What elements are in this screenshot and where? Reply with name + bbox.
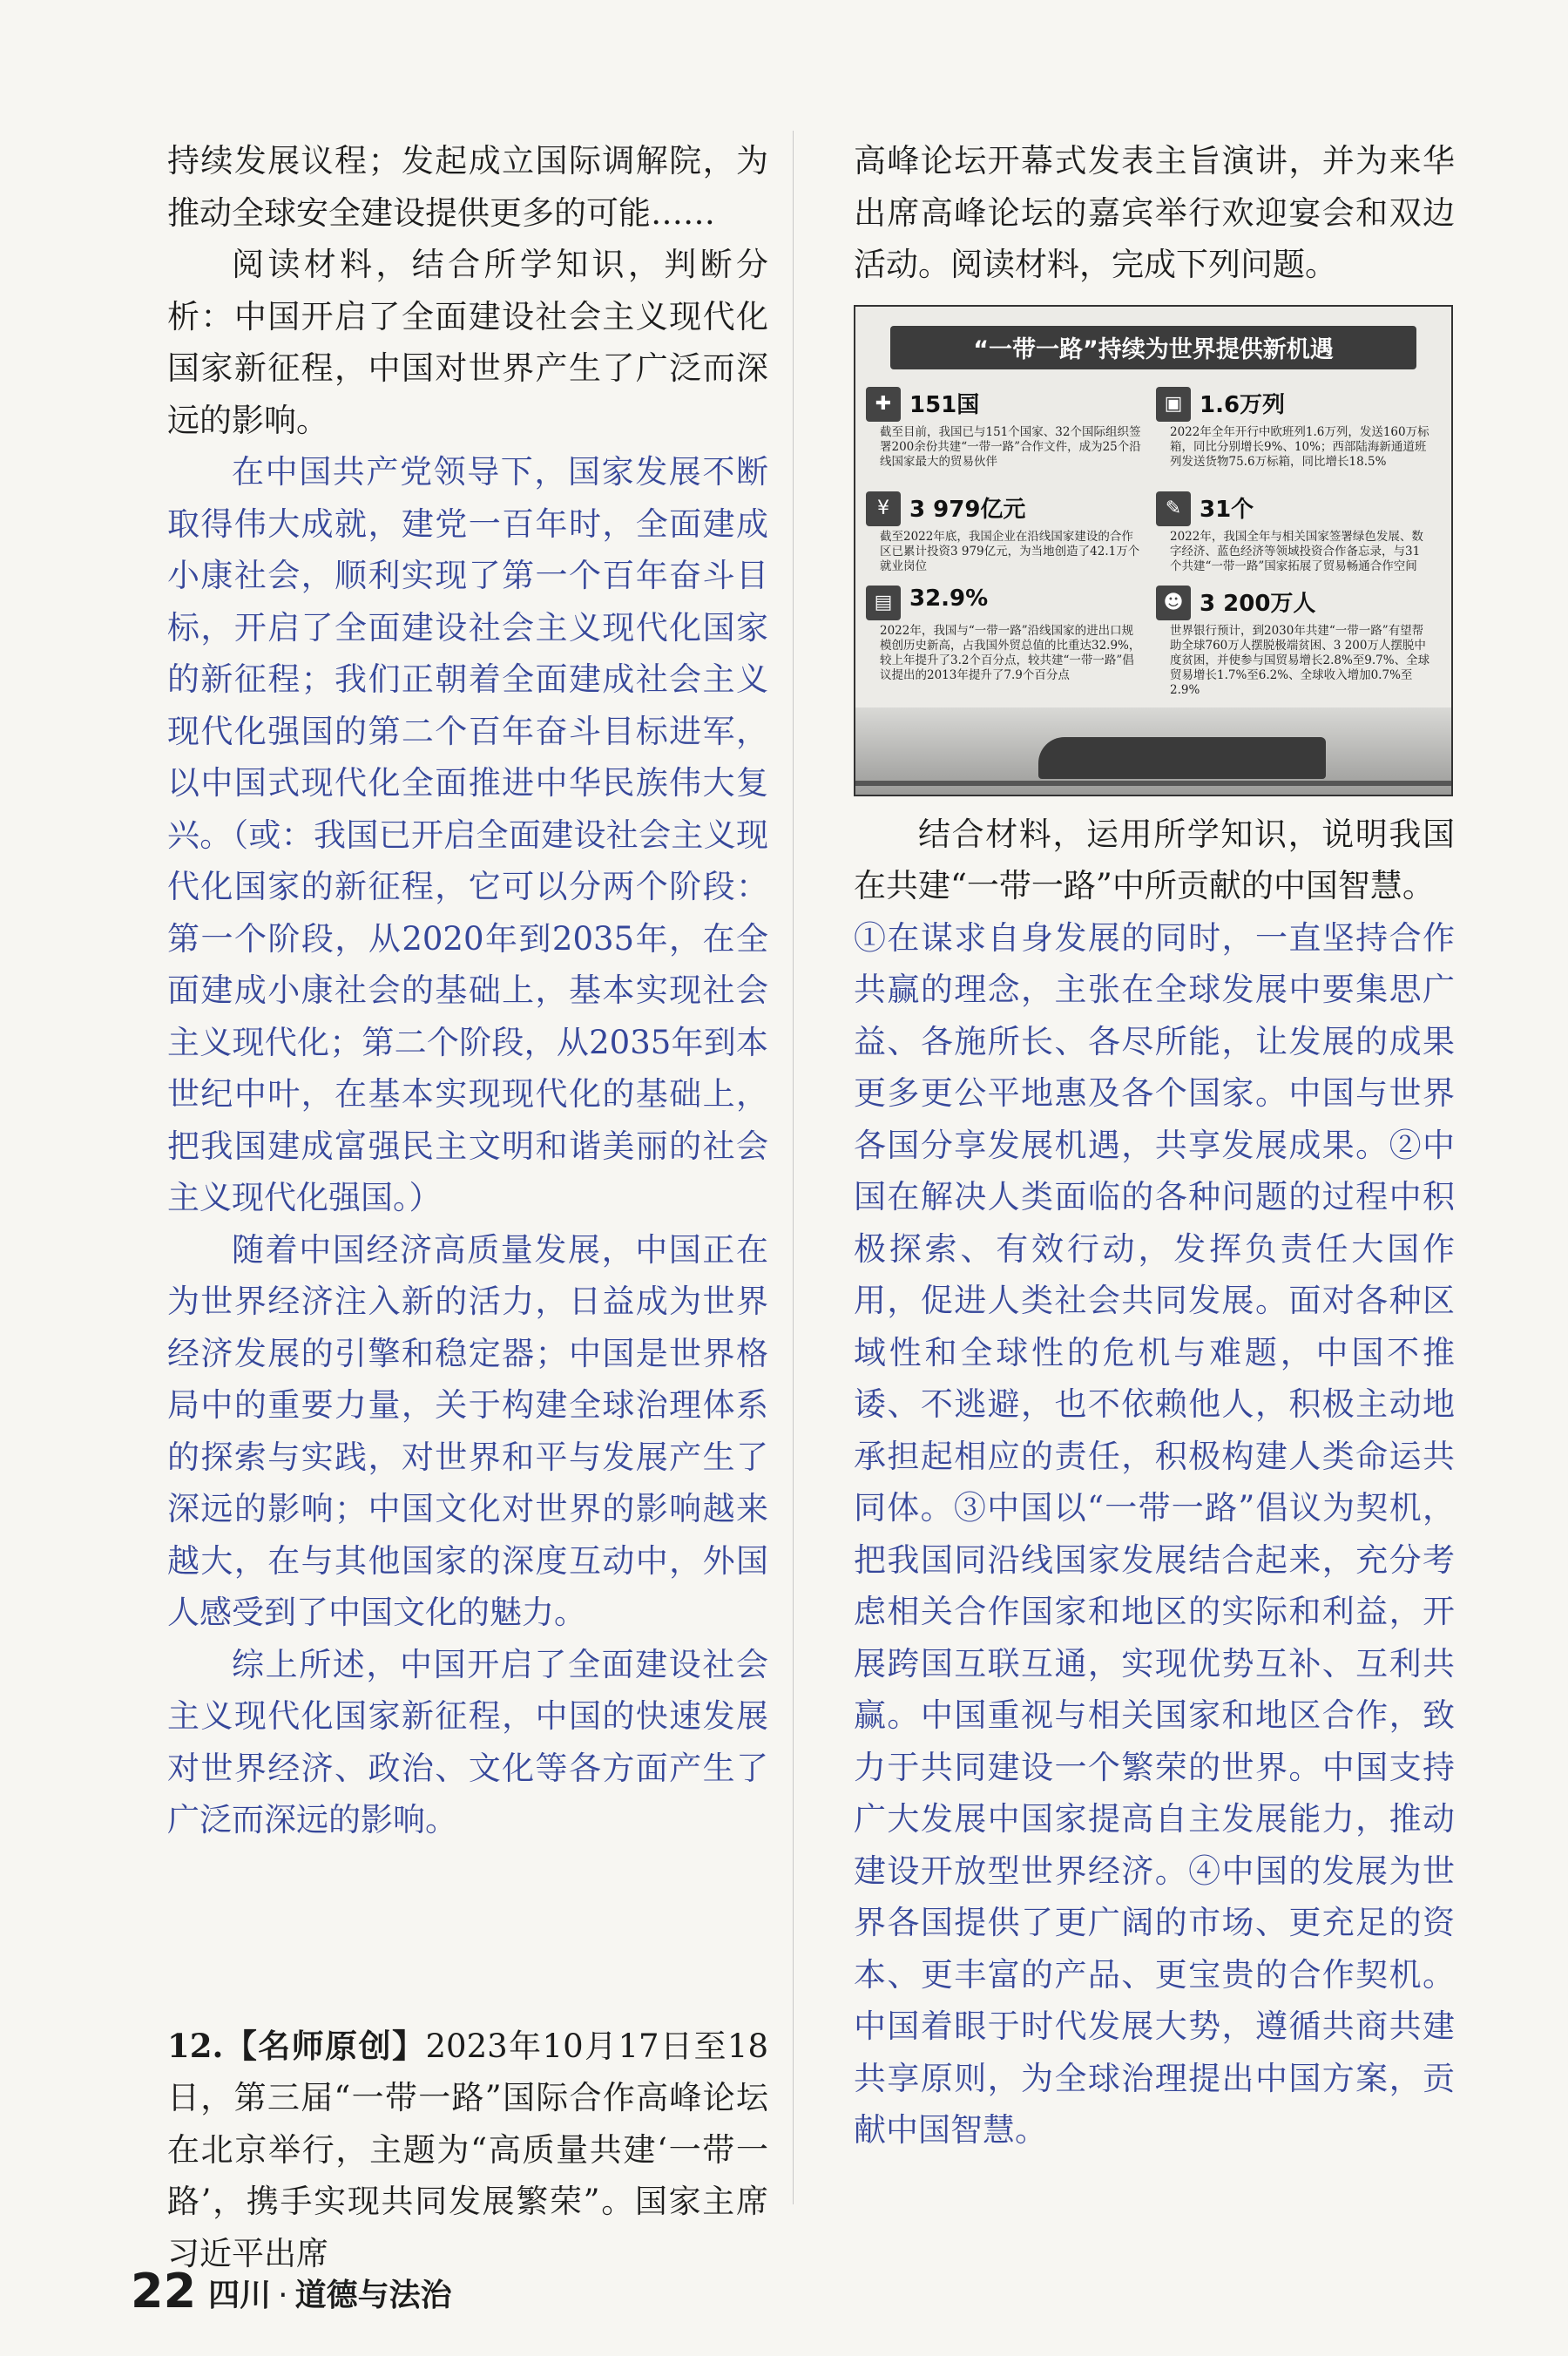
item-number: 3 200万人 [1200,590,1316,617]
left-question-prompt: 阅读材料，结合所学知识，判断分析：中国开启了全面建设社会主义现代化国家新征程，中国对世界产生了广泛而深远的影响。 [167,246,768,439]
spacer [167,1846,768,2021]
handshake-icon: ✚ [866,387,901,422]
answer-paragraph-1: 在中国共产党领导下，国家发展不断取得伟大成就，建党一百年时，全面建成小康社会，顺利实现了第一个百年奋斗目标，开启了全面建设社会主义现代化国家的新征程；我们正朝着全面建成社会主义现代化强国的第二个百年奋斗目标进军，以中国式现代化全面推进中华民族伟大复兴。（或：我国已开启全面建设社会主义现代化国家的新征程，它可以分两个阶段：第一个阶段，从2020年到2035年，在全面建成小康社会的基础上，基本实现社会主义现代化；第二个阶段，从2035年到本世纪中叶，在基本实现现代化的基础上，把我国建成富强民主文明和谐美丽的社会主义现代化强国。） [167,453,768,1216]
answer-paragraph: ①在谋求自身发展的同时，一直坚持合作共赢的理念，主张在全球发展中要集思广益、各施所长、各尽所能，让发展的成果更多更公平地惠及各个国家。中国与世界各国分享发展机遇，共享发展成果。②中国在解决人类面临的各种问题的过程中积极探索、有效行动，发挥负责任大国作用，促进人类社会共同发展。面对各种区域性和全球性的危机与难题，中国不推诿、不逃避，也不依赖他人，积极主动地承担起相应的责任，积极构建人类命运共同体。③中国以“一带一路”倡议为契机，把我国同沿线国家发展结合起来，充分考虑相关合作国家和地区的实际和利益，开展跨国互联互通，实现优势互补、互利共赢。中国重视与相关国家和地区合作，致力于共同建设一个繁荣的世界。中国支持广大发展中国家提高自主发展能力，推动建设开放型世界经济。④中国的发展为世界各国提供了更广阔的市场、更充足的资本、更丰富的产品、更宝贵的合作契机。中国着眼于时代发展大势，遵循共商共建共享原则，为全球治理提出中国方案，贡献中国智慧。 [854,918,1455,2149]
chart-icon: ▤ [866,586,901,620]
item-number: 3 979亿元 [909,496,1026,523]
item-number: 32.9% [909,585,989,612]
item-text: 截至2022年底，我国企业在沿线国家建设的合作区已累计投资3 979亿元，为当地创造了42.1万个就业岗位 [880,529,1140,573]
item-text: 2022年全年开行中欧班列1.6万列，发送160万标箱，同比分别增长9%、10%；西部陆海新通道班列发送货物75.6万标箱，同比增长18.5% [1170,424,1429,469]
separator-dot: · [278,2278,288,2313]
people-icon: ☻ [1156,586,1191,620]
item-number: 31个 [1200,496,1254,523]
question-tag: 【名师原创】 [223,2026,426,2065]
item-text: 世界银行预计，到2030年共建“一带一路”有望帮助全球760万人摆脱极端贫困、3 200万人摆脱中度贫困，并使参与国贸易增长2.8%至9.7%、全球贸易增长1.7%至6.2%、全球收入增加0.7%至2.9% [1170,623,1430,697]
answer-paragraph-3: 综上所述，中国开启了全面建设社会主义现代化国家新征程，中国的快速发展对世界经济、政治、文化等各方面产生了广泛而深远的影响。 [167,1645,768,1838]
money-icon: ¥ [866,491,901,526]
document-icon: ✎ [1156,491,1191,526]
page-number: 22 [131,2264,197,2319]
page-footer [131,2264,452,2319]
belt-road-infographic [854,305,1453,796]
right-column [854,135,1455,2156]
item-number: 151国 [909,391,980,418]
question-text: 2023年10月17日至18日，第三届“一带一路”国际合作高峰论坛在北京举行，主题为“高质量共建‘一带一路’，携手实现共同发展繁荣”。国家主席习近平出席 [167,2027,768,2272]
province-label: 四川 [208,2278,272,2313]
column-divider [793,131,794,2204]
freight-train-image [855,707,1451,795]
left-column [167,135,768,2279]
answer-paragraph-2: 随着中国经济高质量发展，中国正在为世界经济注入新的活力，日益成为世界经济发展的引擎和稳定器；中国是世界格局中的重要力量，关于构建全球治理体系的探索与实践，对世界和平与发展产生了深远的影响；中国文化对世界的影响越来越大，在与其他国家的深度互动中，外国人感受到了中国文化的魅力。 [167,1230,768,1631]
right-paragraph-continued: 高峰论坛开幕式发表主旨演讲，并为来华出席高峰论坛的嘉宾举行欢迎宴会和双边活动。阅读材料，完成下列问题。 [854,142,1455,283]
question-prompt: 结合材料，运用所学知识，说明我国在共建“一带一路”中所贡献的中国智慧。 [854,815,1455,904]
left-paragraph-continued: 持续发展议程；发起成立国际调解院，为推动全球安全建设提供更多的可能…… [167,142,768,232]
question-12 [167,2021,768,2280]
item-text: 2022年，我国与“一带一路”沿线国家的进出口规模创历史新高，占我国外贸总值的比重达32.9%，较上年提升了3.2个百分点，较共建“一带一路”倡议提出的2013年提升了7.9个百分点 [880,623,1141,682]
train-icon: ▣ [1156,387,1191,422]
locomotive [1038,737,1326,779]
item-number: 1.6万列 [1200,391,1286,418]
item-text: 截至目前，我国已与151个国家、32个国际组织签署200余份共建“一带一路”合作文件，成为25个沿线国家最大的贸易伙伴 [880,424,1141,469]
item-text: 2022年，我国全年与相关国家签署绿色发展、数字经济、蓝色经济等领域投资合作备忘录，与31个共建“一带一路”国家拓展了贸易畅通合作空间 [1170,529,1423,573]
subject-label: 道德与法治 [294,2278,452,2313]
infographic-title: “一带一路”持续为世界提供新机遇 [890,326,1416,369]
rail-track [855,781,1451,786]
question-number: 12. [167,2026,224,2065]
